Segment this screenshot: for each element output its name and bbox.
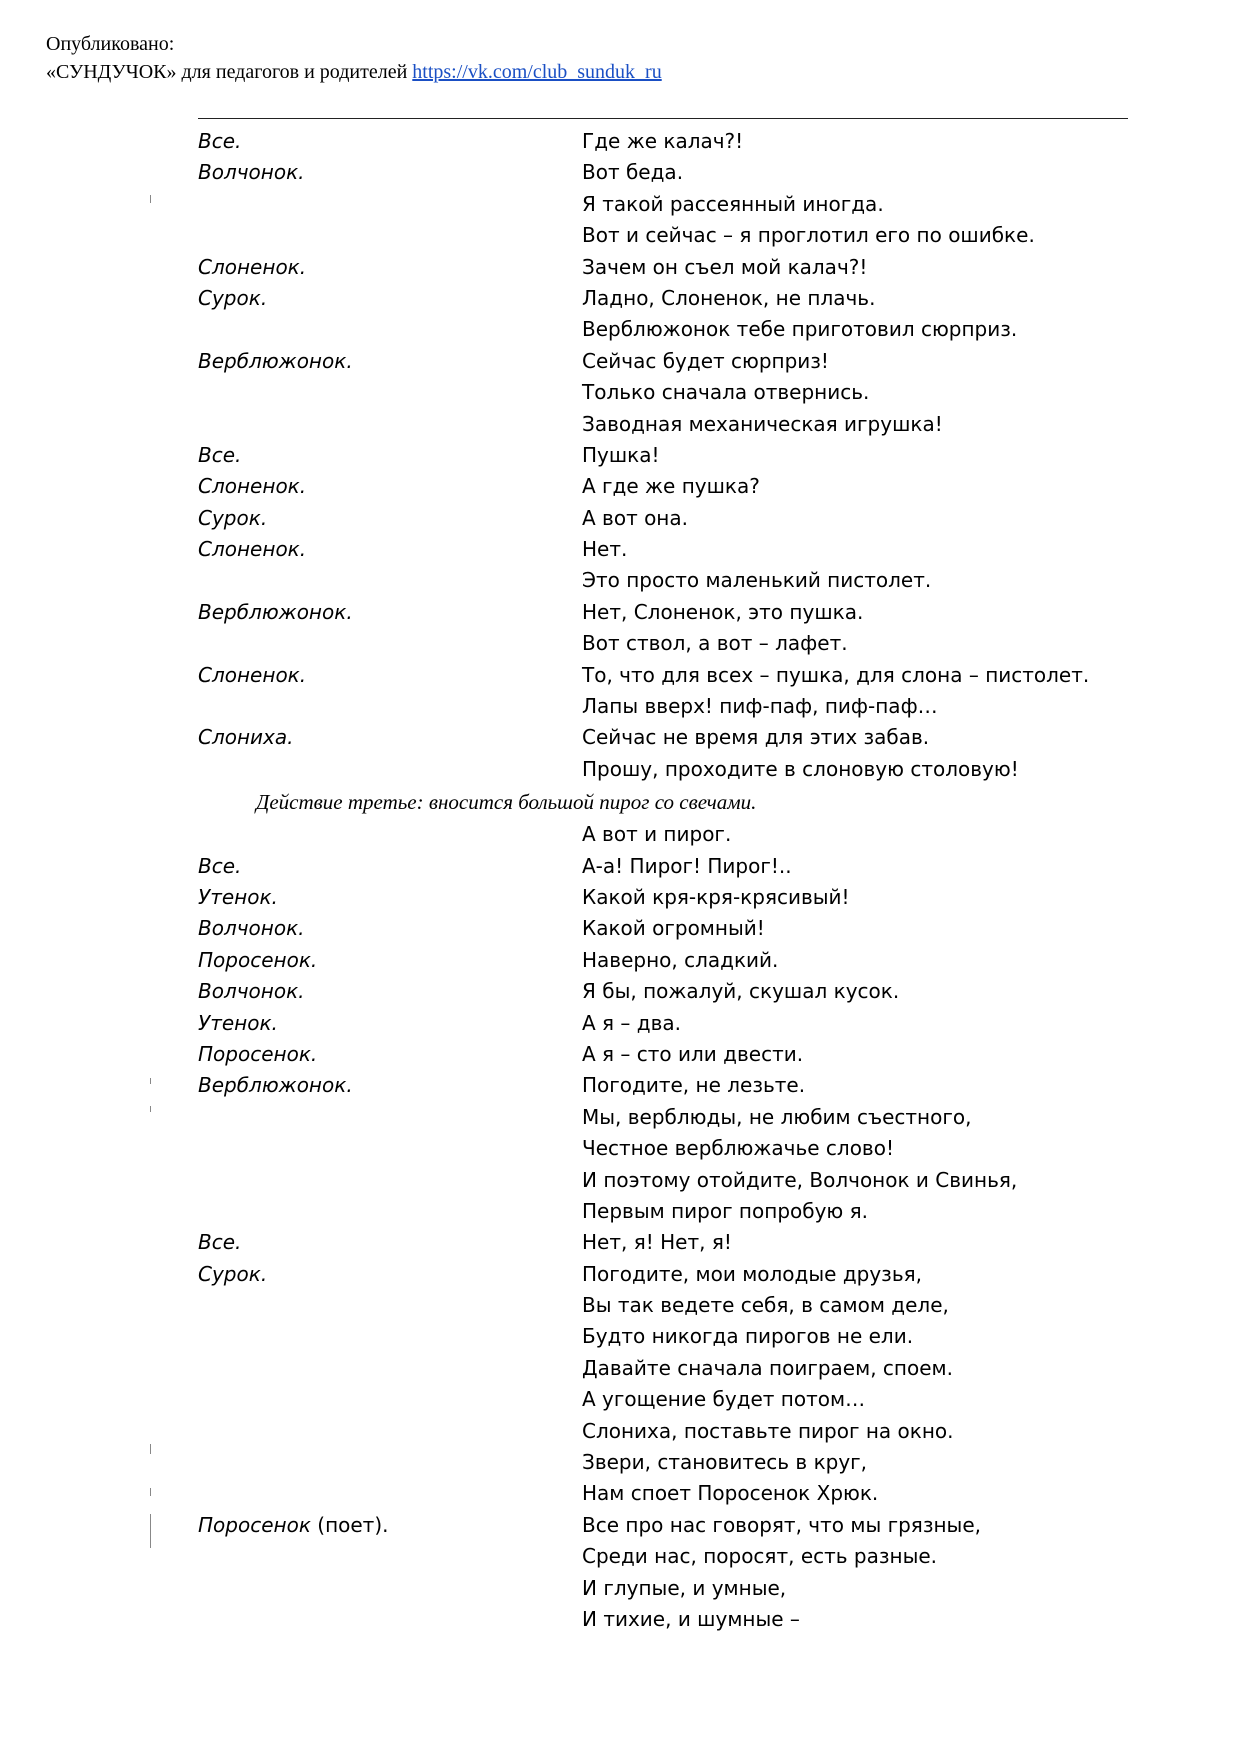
speaker-label: Волчонок. bbox=[198, 160, 305, 185]
script-line bbox=[198, 882, 1138, 913]
dialogue-text: Это просто маленький пистолет. bbox=[582, 568, 932, 593]
speaker-name bbox=[198, 157, 305, 188]
speaker-label: Утенок. bbox=[198, 1010, 278, 1035]
script-part-two bbox=[198, 819, 1138, 1635]
speaker-name bbox=[198, 945, 317, 976]
speaker-name bbox=[198, 660, 306, 691]
dialogue-text: Прошу, проходите в слоновую столовую! bbox=[582, 756, 1019, 781]
script-line bbox=[198, 1416, 1138, 1447]
script-line bbox=[198, 1290, 1138, 1321]
script-line bbox=[198, 1384, 1138, 1415]
speaker-name bbox=[198, 851, 241, 882]
speaker-name bbox=[198, 252, 306, 283]
margin-mark bbox=[150, 195, 151, 203]
speaker-label: Все. bbox=[198, 853, 242, 878]
dialogue-text: А вот и пирог. bbox=[582, 822, 732, 847]
dialogue-text: А угощение будет потом… bbox=[582, 1387, 866, 1412]
speaker-name bbox=[198, 913, 305, 944]
script-line bbox=[198, 1604, 1138, 1635]
dialogue-text: Зачем он съел мой калач?! bbox=[582, 254, 868, 279]
script-line bbox=[198, 597, 1138, 628]
speaker-name bbox=[198, 976, 305, 1007]
dialogue-text: А где же пушка? bbox=[582, 474, 760, 499]
dialogue-text: А я – два. bbox=[582, 1010, 682, 1035]
dialogue-text: Сейчас не время для этих забав. bbox=[582, 725, 930, 750]
speaker-name bbox=[198, 126, 241, 157]
dialogue-text: Все про нас говорят, что мы грязные, bbox=[582, 1512, 981, 1537]
speaker-label: Слоненок. bbox=[198, 662, 307, 687]
dialogue-text: Вот беда. bbox=[582, 160, 684, 185]
dialogue-text: А я – сто или двести. bbox=[582, 1041, 804, 1066]
dialogue-text: Сейчас будет сюрприз! bbox=[582, 348, 829, 373]
dialogue-text: Где же калач?! bbox=[582, 129, 744, 153]
dialogue-text: И поэтому отойдите, Волчонок и Свинья, bbox=[582, 1167, 1018, 1192]
dialogue-text: Вот ствол, а вот – лафет. bbox=[582, 631, 848, 656]
script-line bbox=[198, 1008, 1138, 1039]
script-line bbox=[198, 220, 1138, 251]
dialogue-text: Нет. bbox=[582, 537, 628, 562]
script-line bbox=[198, 660, 1138, 691]
speaker-name bbox=[198, 1227, 241, 1258]
dialogue-text: Слониха, поставьте пирог на окно. bbox=[582, 1418, 954, 1443]
script-part-one bbox=[198, 126, 1138, 785]
speaker-name bbox=[198, 503, 267, 534]
publisher-link[interactable]: https://vk.com/club_sunduk_ru bbox=[412, 61, 662, 83]
dialogue-text: Нет, Слоненок, это пушка. bbox=[582, 599, 864, 624]
script-line bbox=[198, 565, 1138, 596]
script-line bbox=[198, 252, 1138, 283]
speaker-label: Волчонок. bbox=[198, 979, 305, 1004]
script-line bbox=[198, 157, 1138, 188]
dialogue-text: Нам споет Поросенок Хрюк. bbox=[582, 1481, 879, 1506]
script-line bbox=[198, 945, 1138, 976]
script-line bbox=[198, 722, 1138, 753]
speaker-name bbox=[198, 1070, 353, 1101]
script-line bbox=[198, 754, 1138, 785]
dialogue-text: Погодите, мои молодые друзья, bbox=[582, 1261, 922, 1286]
dialogue-text: А-а! Пирог! Пирог!.. bbox=[582, 853, 792, 878]
speaker-name bbox=[198, 471, 306, 502]
dialogue-text: И тихие, и шумные – bbox=[582, 1606, 800, 1631]
speaker-label: Верблюжонок. bbox=[198, 1073, 353, 1098]
speaker-name bbox=[198, 440, 241, 471]
play-script bbox=[198, 126, 1138, 1635]
script-line bbox=[198, 1196, 1138, 1227]
script-line bbox=[198, 346, 1138, 377]
dialogue-text: Среди нас, поросят, есть разные. bbox=[582, 1544, 938, 1569]
script-line bbox=[198, 851, 1138, 882]
script-line bbox=[198, 377, 1138, 408]
dialogue-text: Я бы, пожалуй, скушал кусок. bbox=[582, 979, 900, 1004]
script-line bbox=[198, 691, 1138, 722]
script-line bbox=[198, 189, 1138, 220]
dialogue-text: Вы так ведете себя, в самом деле, bbox=[582, 1293, 949, 1318]
dialogue-text: Какой кря-кря-крясивый! bbox=[582, 884, 850, 909]
script-line bbox=[198, 1039, 1138, 1070]
dialogue-text: Только сначала отвернись. bbox=[582, 380, 870, 405]
script-line bbox=[198, 1478, 1138, 1509]
dialogue-text: Погодите, не лезьте. bbox=[582, 1073, 806, 1098]
script-line bbox=[198, 409, 1138, 440]
script-line bbox=[198, 1353, 1138, 1384]
speaker-name bbox=[198, 597, 353, 628]
speaker-label: Все. bbox=[198, 1230, 242, 1255]
dialogue-text: Лапы вверх! пиф-паф, пиф-паф… bbox=[582, 694, 938, 719]
script-line bbox=[198, 1321, 1138, 1352]
dialogue-text: Какой огромный! bbox=[582, 916, 765, 941]
script-line bbox=[198, 503, 1138, 534]
margin-mark bbox=[150, 1078, 151, 1084]
script-line bbox=[198, 440, 1138, 471]
script-line bbox=[198, 1447, 1138, 1478]
speaker-label: Сурок. bbox=[198, 505, 268, 530]
script-line bbox=[198, 819, 1138, 850]
speaker-name bbox=[198, 534, 306, 565]
speaker-label: Слониха. bbox=[198, 725, 294, 750]
dialogue-text: Я такой рассеянный иногда. bbox=[582, 191, 884, 216]
publisher-line bbox=[46, 58, 662, 86]
speaker-label: Все. bbox=[198, 129, 242, 153]
script-line bbox=[198, 1227, 1138, 1258]
speaker-label: Поросенок. bbox=[198, 947, 318, 972]
script-line bbox=[198, 471, 1138, 502]
dialogue-text: А вот она. bbox=[582, 505, 688, 530]
script-line bbox=[198, 976, 1138, 1007]
speaker-label: Поросенок. bbox=[198, 1041, 318, 1066]
dialogue-text: Пушка! bbox=[582, 442, 660, 467]
script-line bbox=[198, 628, 1138, 659]
speaker-name bbox=[198, 882, 278, 913]
dialogue-text: И глупые, и умные, bbox=[582, 1575, 787, 1600]
dialogue-text: Звери, становитесь в круг, bbox=[582, 1450, 868, 1475]
dialogue-text: Давайте сначала поиграем, споем. bbox=[582, 1355, 953, 1380]
page-header bbox=[46, 30, 662, 86]
script-line bbox=[198, 1070, 1138, 1101]
script-line bbox=[198, 1165, 1138, 1196]
dialogue-text: Первым пирог попробую я. bbox=[582, 1198, 869, 1223]
speaker-name bbox=[198, 346, 353, 377]
script-line bbox=[198, 1133, 1138, 1164]
speaker-label: Сурок. bbox=[198, 285, 268, 310]
speaker-name bbox=[198, 1039, 317, 1070]
script-line bbox=[198, 1510, 1138, 1541]
dialogue-text: Верблюжонок тебе приготовил сюрприз. bbox=[582, 317, 1018, 342]
script-line bbox=[198, 1541, 1138, 1572]
speaker-label: Все. bbox=[198, 442, 242, 467]
dialogue-text: Заводная механическая игрушка! bbox=[582, 411, 943, 436]
script-line bbox=[198, 314, 1138, 345]
speaker-label: Слоненок. bbox=[198, 474, 307, 499]
speaker-label: Волчонок. bbox=[198, 916, 305, 941]
script-line bbox=[198, 126, 1138, 157]
margin-mark bbox=[150, 1488, 151, 1496]
dialogue-text: Мы, верблюды, не любим съестного, bbox=[582, 1104, 972, 1129]
speaker-name bbox=[198, 722, 294, 753]
dialogue-text: Наверно, сладкий. bbox=[582, 947, 779, 972]
speaker-label: Верблюжонок. bbox=[198, 599, 353, 624]
published-label: Опубликовано: bbox=[46, 33, 175, 55]
margin-mark bbox=[150, 1444, 151, 1454]
dialogue-text: То, что для всех – пушка, для слона – пистолет. bbox=[582, 662, 1090, 687]
script-line bbox=[198, 283, 1138, 314]
dialogue-text: Нет, я! Нет, я! bbox=[582, 1230, 732, 1255]
stage-direction: Действие третье: вносится большой пирог со свечами. bbox=[256, 790, 757, 815]
speaker-name bbox=[198, 1008, 278, 1039]
script-line bbox=[198, 913, 1138, 944]
header-divider bbox=[198, 118, 1128, 119]
publisher-name: «СУНДУЧОК» для педагогов и родителей bbox=[46, 61, 408, 83]
speaker-note: (поет). bbox=[310, 1512, 389, 1537]
dialogue-text: Вот и сейчас – я проглотил его по ошибке. bbox=[582, 223, 1035, 248]
margin-mark bbox=[150, 1106, 151, 1112]
dialogue-text: Будто никогда пирогов не ели. bbox=[582, 1324, 914, 1349]
script-line bbox=[198, 1102, 1138, 1133]
speaker-name bbox=[198, 283, 267, 314]
speaker-name bbox=[198, 1259, 267, 1290]
script-line bbox=[198, 1259, 1138, 1290]
speaker-label: Слоненок. bbox=[198, 254, 307, 279]
dialogue-text: Ладно, Слоненок, не плачь. bbox=[582, 285, 876, 310]
script-line bbox=[198, 1573, 1138, 1604]
script-line bbox=[198, 534, 1138, 565]
dialogue-text: Честное верблюжачье слово! bbox=[582, 1136, 894, 1161]
speaker-label: Поросенок bbox=[198, 1512, 311, 1537]
speaker-label: Слоненок. bbox=[198, 537, 307, 562]
speaker-label: Верблюжонок. bbox=[198, 348, 353, 373]
speaker-label: Утенок. bbox=[198, 884, 278, 909]
margin-mark bbox=[150, 1514, 151, 1548]
speaker-label: Сурок. bbox=[198, 1261, 268, 1286]
speaker-name bbox=[198, 1510, 389, 1541]
